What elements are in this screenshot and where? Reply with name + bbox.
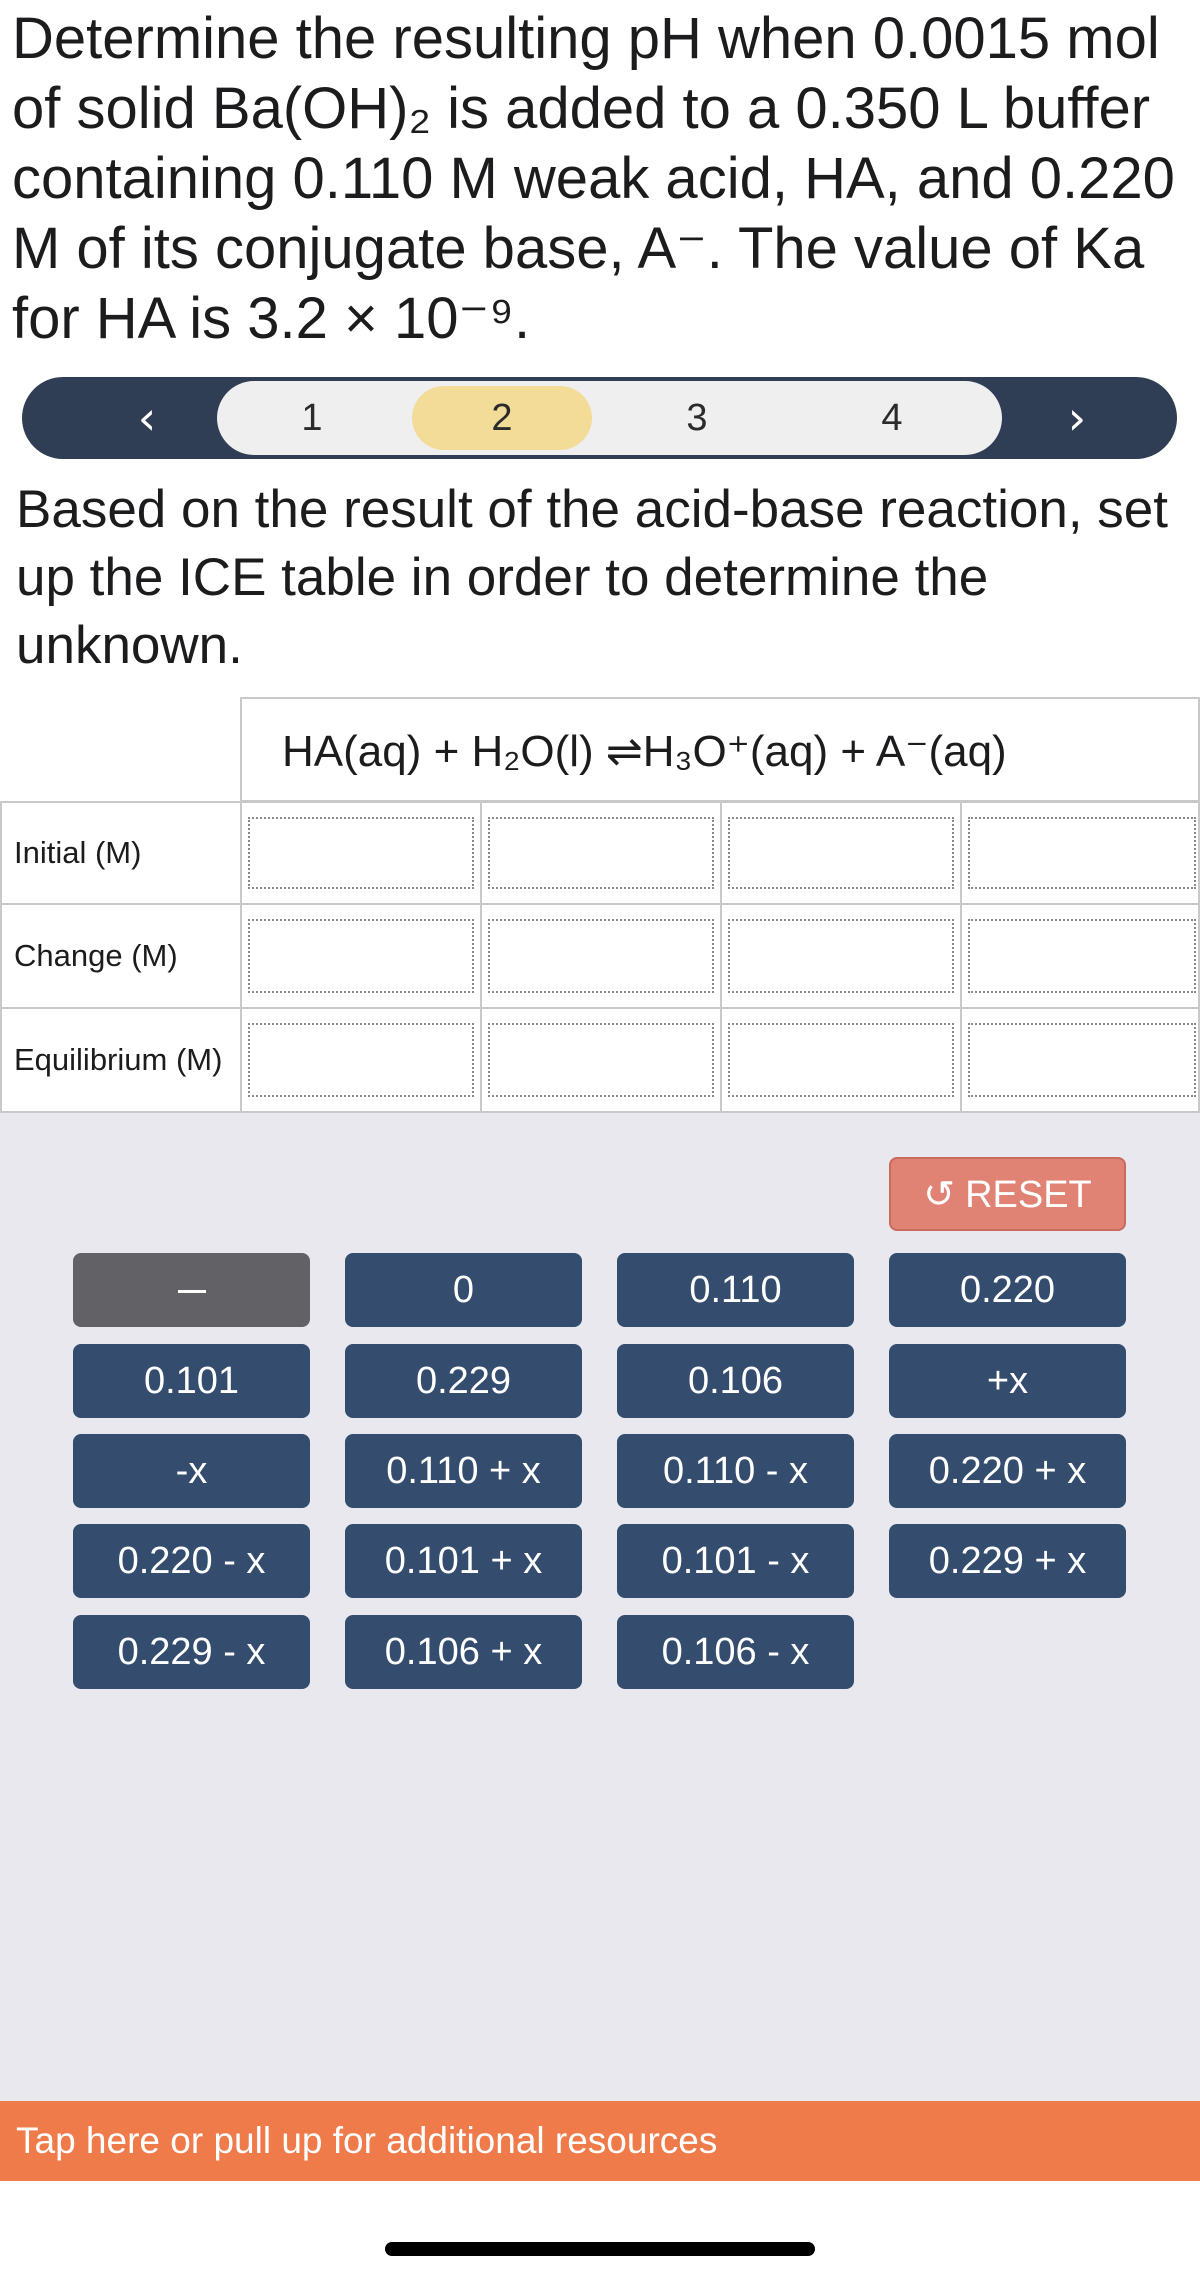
- reaction-equation: HA(aq) + H₂O(l) ⇌H₃O⁺(aq) + A⁻(aq): [282, 727, 1007, 776]
- answer-tile[interactable]: 0.101 - x: [617, 1524, 854, 1598]
- step-navigator: [22, 377, 1177, 459]
- drop-initial-a[interactable]: [968, 817, 1196, 889]
- step-2[interactable]: 2: [412, 386, 592, 450]
- drop-change-h3o[interactable]: [728, 919, 954, 993]
- drop-equilibrium-a[interactable]: [968, 1023, 1196, 1097]
- drop-initial-h2o[interactable]: [488, 817, 714, 889]
- answer-tile[interactable]: 0.229: [345, 1344, 582, 1418]
- row-equilibrium: [0, 1009, 1200, 1113]
- drop-equilibrium-h2o[interactable]: [488, 1023, 714, 1097]
- dash-mark: [178, 1290, 206, 1293]
- reset-label: RESET: [965, 1174, 1092, 1216]
- ice-table: [0, 697, 1200, 1113]
- step-4[interactable]: 4: [881, 397, 903, 439]
- answer-tile[interactable]: 0.229 + x: [889, 1524, 1126, 1598]
- row-label-equilibrium: Equilibrium (M): [2, 1009, 242, 1111]
- home-indicator[interactable]: [385, 2242, 815, 2256]
- answer-tile[interactable]: 0.220 + x: [889, 1434, 1126, 1508]
- reset-button[interactable]: [889, 1157, 1126, 1231]
- instruction-text: Based on the result of the acid-base reaction, set up the ICE table in order to determine the unknown.: [16, 480, 1168, 675]
- answer-tile[interactable]: 0.229 - x: [73, 1615, 310, 1689]
- drop-change-ha[interactable]: [248, 919, 474, 993]
- equation-header: [240, 697, 1200, 802]
- chevron-left-icon[interactable]: ‹: [137, 391, 157, 445]
- row-label-change: Change (M): [2, 905, 242, 1007]
- drop-equilibrium-ha[interactable]: [248, 1023, 474, 1097]
- drop-change-a[interactable]: [968, 919, 1196, 993]
- answer-tile[interactable]: 0.220 - x: [73, 1524, 310, 1598]
- drop-initial-ha[interactable]: [248, 817, 474, 889]
- answer-bank: [0, 1113, 1200, 2101]
- answer-tile[interactable]: -x: [73, 1434, 310, 1508]
- question-text: Determine the resulting pH when 0.0015 mol of solid Ba(OH)₂ is added to a 0.350 L buffer containing 0.110 M weak acid, HA, and 0.220 M of its conjugate base, A⁻. The value of Ka for HA is 3.2 × 10⁻⁹.: [12, 6, 1175, 351]
- chevron-right-icon[interactable]: ›: [1067, 391, 1087, 445]
- answer-tile[interactable]: 0.106: [617, 1344, 854, 1418]
- undo-icon: ↺: [923, 1172, 956, 1216]
- answer-tile[interactable]: 0.106 + x: [345, 1615, 582, 1689]
- step-track: [217, 381, 1002, 455]
- drop-change-h2o[interactable]: [488, 919, 714, 993]
- row-change: [0, 905, 1200, 1009]
- answer-tile-dash[interactable]: [73, 1253, 310, 1327]
- drop-equilibrium-h3o[interactable]: [728, 1023, 954, 1097]
- answer-tile[interactable]: 0.106 - x: [617, 1615, 854, 1689]
- answer-tile[interactable]: 0: [345, 1253, 582, 1327]
- answer-tile[interactable]: 0.110 + x: [345, 1434, 582, 1508]
- step-1[interactable]: 1: [301, 397, 323, 439]
- resources-bar[interactable]: Tap here or pull up for additional resources: [0, 2101, 1200, 2181]
- step-3[interactable]: 3: [686, 397, 708, 439]
- answer-tile[interactable]: 0.101: [73, 1344, 310, 1418]
- answer-tile[interactable]: +x: [889, 1344, 1126, 1418]
- drop-initial-h3o[interactable]: [728, 817, 954, 889]
- answer-tile[interactable]: 0.110: [617, 1253, 854, 1327]
- home-indicator-area: [0, 2181, 1200, 2282]
- row-label-initial: Initial (M): [2, 803, 242, 903]
- answer-tile[interactable]: 0.110 - x: [617, 1434, 854, 1508]
- row-initial: [0, 801, 1200, 905]
- answer-tile[interactable]: 0.101 + x: [345, 1524, 582, 1598]
- answer-tile[interactable]: 0.220: [889, 1253, 1126, 1327]
